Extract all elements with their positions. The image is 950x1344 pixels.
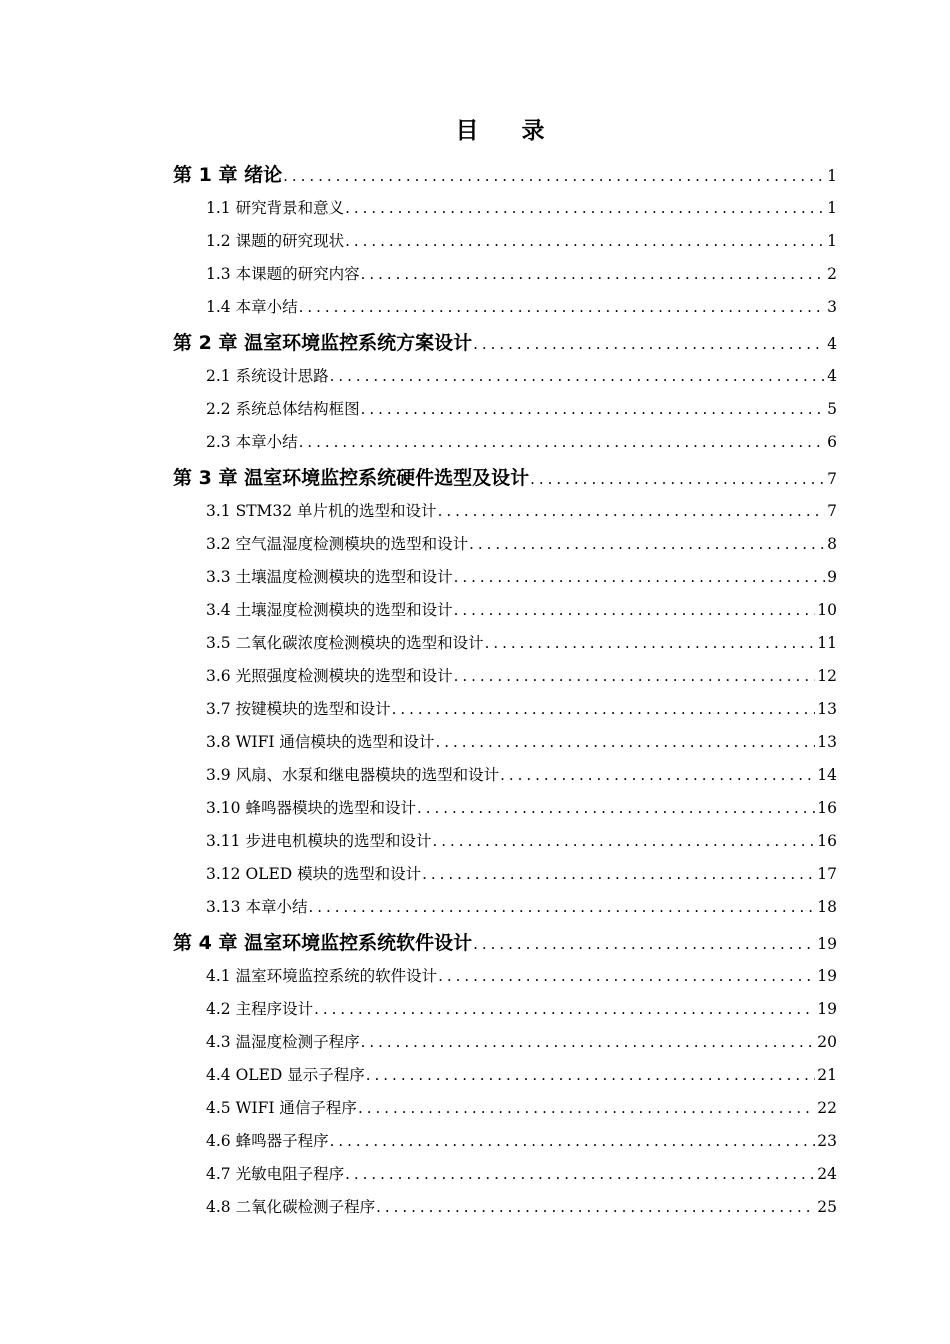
toc-page-number: 20 <box>817 1033 837 1051</box>
toc-section-entry[interactable] <box>0 960 950 993</box>
toc-dot-leader <box>438 960 815 993</box>
toc-dot-leader <box>417 792 815 825</box>
toc-entry-label: 2.3 本章小结 <box>206 433 298 451</box>
toc-dot-leader <box>361 393 826 426</box>
toc-entry-label: 3.3 土壤温度检测模块的选型和设计 <box>206 568 453 586</box>
toc-section-entry[interactable] <box>0 1125 950 1158</box>
toc-dot-leader <box>469 528 825 561</box>
toc-dot-leader <box>283 159 825 193</box>
toc-chapter-entry[interactable] <box>0 158 950 192</box>
toc-page-number: 21 <box>817 1066 837 1084</box>
toc-page-number: 18 <box>817 898 837 916</box>
toc-page-number: 6 <box>827 433 837 451</box>
toc-entry-label: 1.1 研究背景和意义 <box>206 199 345 217</box>
toc-section-entry[interactable] <box>0 1026 950 1059</box>
toc-section-entry[interactable] <box>0 660 950 693</box>
toc-dot-leader <box>435 726 815 759</box>
toc-dot-leader <box>376 1191 815 1224</box>
toc-chapter-entry[interactable] <box>0 461 950 495</box>
toc-page-number: 19 <box>817 1000 837 1018</box>
toc-entry-label: 4.1 温室环境监控系统的软件设计 <box>206 967 438 985</box>
toc-entry-label: 3.8 WIFI 通信模块的选型和设计 <box>206 733 435 751</box>
toc-title: 目 录 <box>455 118 555 144</box>
toc-dot-leader <box>432 825 815 858</box>
toc-entry-label: 第 3 章 温室环境监控系统硬件选型及设计 <box>173 467 530 489</box>
toc-dot-leader <box>485 627 816 660</box>
toc-page-number: 13 <box>817 700 837 718</box>
toc-entry-label: 3.11 步进电机模块的选型和设计 <box>206 832 432 850</box>
toc-section-entry[interactable] <box>0 891 950 924</box>
toc-page-number: 11 <box>817 634 837 652</box>
toc-dot-leader <box>473 927 815 961</box>
toc-entry-label: 第 4 章 温室环境监控系统软件设计 <box>173 932 473 954</box>
toc-section-entry[interactable] <box>0 426 950 459</box>
toc-entry-label: 3.4 土壤湿度检测模块的选型和设计 <box>206 601 453 619</box>
toc-dot-leader <box>358 1092 815 1125</box>
toc-entry-label: 3.7 按键模块的选型和设计 <box>206 700 391 718</box>
toc-entry-label: 2.1 系统设计思路 <box>206 367 329 385</box>
toc-entry-label: 第 2 章 温室环境监控系统方案设计 <box>173 332 473 354</box>
toc-dot-leader <box>392 693 816 726</box>
toc-entry-label: 3.9 风扇、水泵和继电器模块的选型和设计 <box>206 766 500 784</box>
toc-dot-leader <box>454 660 816 693</box>
toc-entry-label: 3.6 光照强度检测模块的选型和设计 <box>206 667 453 685</box>
toc-entry-label: 1.4 本章小结 <box>206 298 298 316</box>
toc-section-entry[interactable] <box>0 561 950 594</box>
toc-dot-leader <box>473 327 825 361</box>
toc-section-entry[interactable] <box>0 594 950 627</box>
toc-entry-label: 4.2 主程序设计 <box>206 1000 314 1018</box>
toc-entry-label: 3.10 蜂鸣器模块的选型和设计 <box>206 799 416 817</box>
toc-section-entry[interactable] <box>0 825 950 858</box>
toc-section-entry[interactable] <box>0 726 950 759</box>
toc-page-number: 4 <box>827 335 837 353</box>
toc-page-number: 16 <box>817 799 837 817</box>
toc-dot-leader <box>308 891 815 924</box>
toc-entry-label: 1.3 本课题的研究内容 <box>206 265 360 283</box>
toc-page-number: 19 <box>817 935 837 953</box>
toc-page-number: 16 <box>817 832 837 850</box>
toc-entry-label: 3.1 STM32 单片机的选型和设计 <box>206 502 437 520</box>
toc-page-number: 8 <box>827 535 837 553</box>
toc-page-number: 12 <box>817 667 837 685</box>
toc-dot-leader <box>299 426 826 459</box>
toc-page-number: 1 <box>827 232 837 250</box>
toc-dot-leader <box>361 1026 816 1059</box>
toc-page-number: 2 <box>827 265 837 283</box>
toc-section-entry[interactable] <box>0 627 950 660</box>
toc-section-entry[interactable] <box>0 528 950 561</box>
toc-page-number: 13 <box>817 733 837 751</box>
toc-page-number: 9 <box>827 568 837 586</box>
toc-page-number: 5 <box>827 400 837 418</box>
toc-dot-leader <box>345 192 825 225</box>
toc-dot-leader <box>330 1125 816 1158</box>
toc-section-entry[interactable] <box>0 759 950 792</box>
toc-entry-label: 4.6 蜂鸣器子程序 <box>206 1132 329 1150</box>
toc-section-entry[interactable] <box>0 1191 950 1224</box>
toc-entry-label: 3.5 二氧化碳浓度检测模块的选型和设计 <box>206 634 484 652</box>
toc-dot-leader <box>500 759 815 792</box>
toc-entry-label: 1.2 课题的研究现状 <box>206 232 345 250</box>
toc-dot-leader <box>345 1158 815 1191</box>
toc-section-entry[interactable] <box>0 1092 950 1125</box>
toc-chapter-entry[interactable] <box>0 926 950 960</box>
toc-page-number: 24 <box>817 1165 837 1183</box>
toc-page-number: 1 <box>827 199 837 217</box>
toc-section-entry[interactable] <box>0 993 950 1026</box>
toc-section-entry[interactable] <box>0 1059 950 1092</box>
toc-section-entry[interactable] <box>0 858 950 891</box>
toc-dot-leader <box>314 993 815 1026</box>
toc-page-number: 10 <box>817 601 837 619</box>
toc-list <box>0 156 950 1224</box>
toc-page-number: 19 <box>817 967 837 985</box>
toc-page-number: 1 <box>827 167 837 185</box>
toc-entry-label: 4.3 温湿度检测子程序 <box>206 1033 360 1051</box>
toc-page-number: 3 <box>827 298 837 316</box>
toc-dot-leader <box>454 561 826 594</box>
toc-page-number: 7 <box>827 470 837 488</box>
toc-entry-label: 3.2 空气温湿度检测模块的选型和设计 <box>206 535 469 553</box>
toc-dot-leader <box>438 495 826 528</box>
toc-section-entry[interactable] <box>0 360 950 393</box>
toc-page-number: 4 <box>827 367 837 385</box>
toc-entry-label: 4.7 光敏电阻子程序 <box>206 1165 345 1183</box>
toc-page-number: 14 <box>817 766 837 784</box>
toc-dot-leader <box>330 360 826 393</box>
toc-chapter-entry[interactable] <box>0 326 950 360</box>
toc-page-number: 23 <box>817 1132 837 1150</box>
toc-entry-label: 3.12 OLED 模块的选型和设计 <box>206 865 422 883</box>
toc-section-entry[interactable] <box>0 225 950 258</box>
toc-entry-label: 4.4 OLED 显示子程序 <box>206 1066 365 1084</box>
toc-section-entry[interactable] <box>0 258 950 291</box>
toc-dot-leader <box>299 291 826 324</box>
toc-entry-label: 3.13 本章小结 <box>206 898 308 916</box>
toc-entry-label: 2.2 系统总体结构框图 <box>206 400 360 418</box>
toc-section-entry[interactable] <box>0 192 950 225</box>
toc-section-entry[interactable] <box>0 393 950 426</box>
toc-dot-leader <box>422 858 815 891</box>
toc-entry-label: 第 1 章 绪论 <box>173 164 283 186</box>
toc-page-number: 22 <box>817 1099 837 1117</box>
toc-dot-leader <box>530 462 825 496</box>
toc-dot-leader <box>361 258 826 291</box>
toc-page-number: 17 <box>817 865 837 883</box>
toc-dot-leader <box>345 225 825 258</box>
toc-entry-label: 4.8 二氧化碳检测子程序 <box>206 1198 376 1216</box>
toc-dot-leader <box>454 594 816 627</box>
toc-page-number: 25 <box>817 1198 837 1216</box>
toc-section-entry[interactable] <box>0 1158 950 1191</box>
toc-page-number: 7 <box>827 502 837 520</box>
toc-dot-leader <box>366 1059 816 1092</box>
toc-section-entry[interactable] <box>0 693 950 726</box>
toc-section-entry[interactable] <box>0 291 950 324</box>
toc-section-entry[interactable] <box>0 792 950 825</box>
toc-section-entry[interactable] <box>0 495 950 528</box>
toc-entry-label: 4.5 WIFI 通信子程序 <box>206 1099 357 1117</box>
